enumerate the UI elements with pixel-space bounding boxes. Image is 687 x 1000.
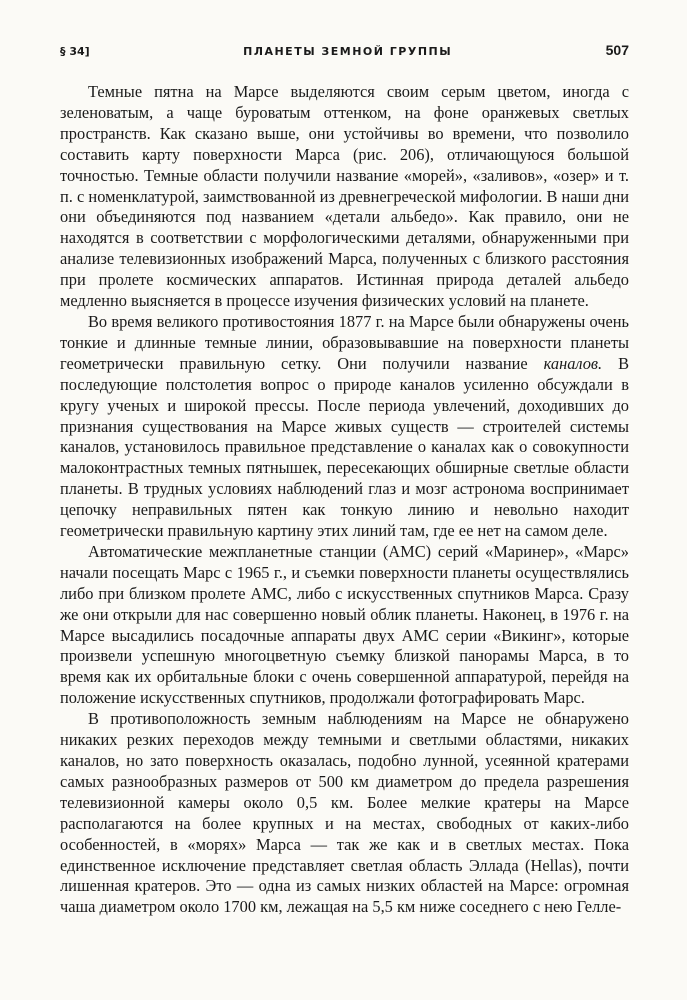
- paragraph-spacecraft: Автоматические межпланетные станции (АМС) серий «Маринер», «Марс» начали посещать Марс с 1965 г., и съемки поверхности планеты осуществлялись либо при близком пролете АМС, либо с искусственных спутников Марса. Сразу же они открыли для нас совершенно новый облик планеты. Наконец, в 1976 г. на Марсе высадились посадочные аппараты двух АМС серии «Викинг», которые произвели успешную многоцветную съемку близкой панорамы Марса, в то время как их орбитальные блоки с очень совершенной аппаратурой, перейдя на положение искусственных спутников, продолжали фотографировать Марс.: [60, 541, 629, 708]
- paragraph-canals-start: Во время великого противостояния 1877 г. на Марсе были обнаружены очень тонкие и длинные темные линии, образовывавшие на поверхности планеты геометрически правильную сетку. Они получили название: [60, 311, 629, 373]
- page-body: [60, 82, 629, 918]
- paragraph-canals-end: В последующие полстолетия вопрос о природе каналов усиленно обсуждали в кругу ученых и широкой прессы. После периода увлечений, доходивших до признания существования на Марсе живых существ — строителей системы каналов, установилось правильное представление о каналах как о совокупности малоконтрастных темных пятнышек, пересекающих обширные светлые области планеты. В трудных условиях наблюдений глаз и мозг астронома воспринимает цепочку неправильных пятен как тонкую линию и невольно находит геометрически правильную картину этих линий там, где ее нет на самом деле.: [60, 353, 630, 541]
- running-title: ПЛАНЕТЫ ЗЕМНОЙ ГРУППЫ: [243, 45, 453, 58]
- section-marker: § 34]: [60, 45, 90, 58]
- page-number: 507: [605, 42, 629, 58]
- running-header: [60, 42, 629, 58]
- paragraph-canals: [60, 312, 629, 542]
- term-canals: каналов.: [543, 353, 603, 373]
- paragraph-dark-spots: Темные пятна на Марсе выделяются своим серым цветом, иногда с зеленоватым, а чаще буроватым оттенком, на фоне оранжевых светлых пространств. Как сказано выше, они устойчивы во времени, что позволило составить карту поверхности Марса (рис. 206), отличающуюся большой точностью. Темные области получили название «морей», «заливов», «озер» и т. п. с номенклатурой, заимствованной из древнегреческой мифологии. В наши дни они объединяются под названием «детали альбедо». Как правило, они не находятся в соответствии с морфологическими деталями, обнаруженными при анализе телевизионных изображений Марса, полученных с близкого расстояния при пролете космических аппаратов. Истинная природа деталей альбедо медленно выясняется в процессе изучения физических условий на планете.: [60, 82, 629, 311]
- paragraph-craters: В противоположность земным наблюдениям на Марсе не обнаружено никаких резких переходов между темными и светлыми областями, никаких каналов, но зато поверхность оказалась, подобно лунной, усеянной кратерами самых разнообразных размеров от 500 км диаметром до предела разрешения телевизионной камеры около 0,5 км. Более мелкие кратеры на Марсе располагаются на более крупных и на местах, свободных от каких-либо особенностей, в «морях» Марса — так же как и в светлых местах. Пока единственное исключение представляет светлая область Эллада (Hellas), почти лишенная кратеров. Это — одна из самых низких областей на Марсе: огромная чаша диаметром около 1700 км, лежащая на 5,5 км ниже соседнего с нею Гелле-: [60, 709, 629, 917]
